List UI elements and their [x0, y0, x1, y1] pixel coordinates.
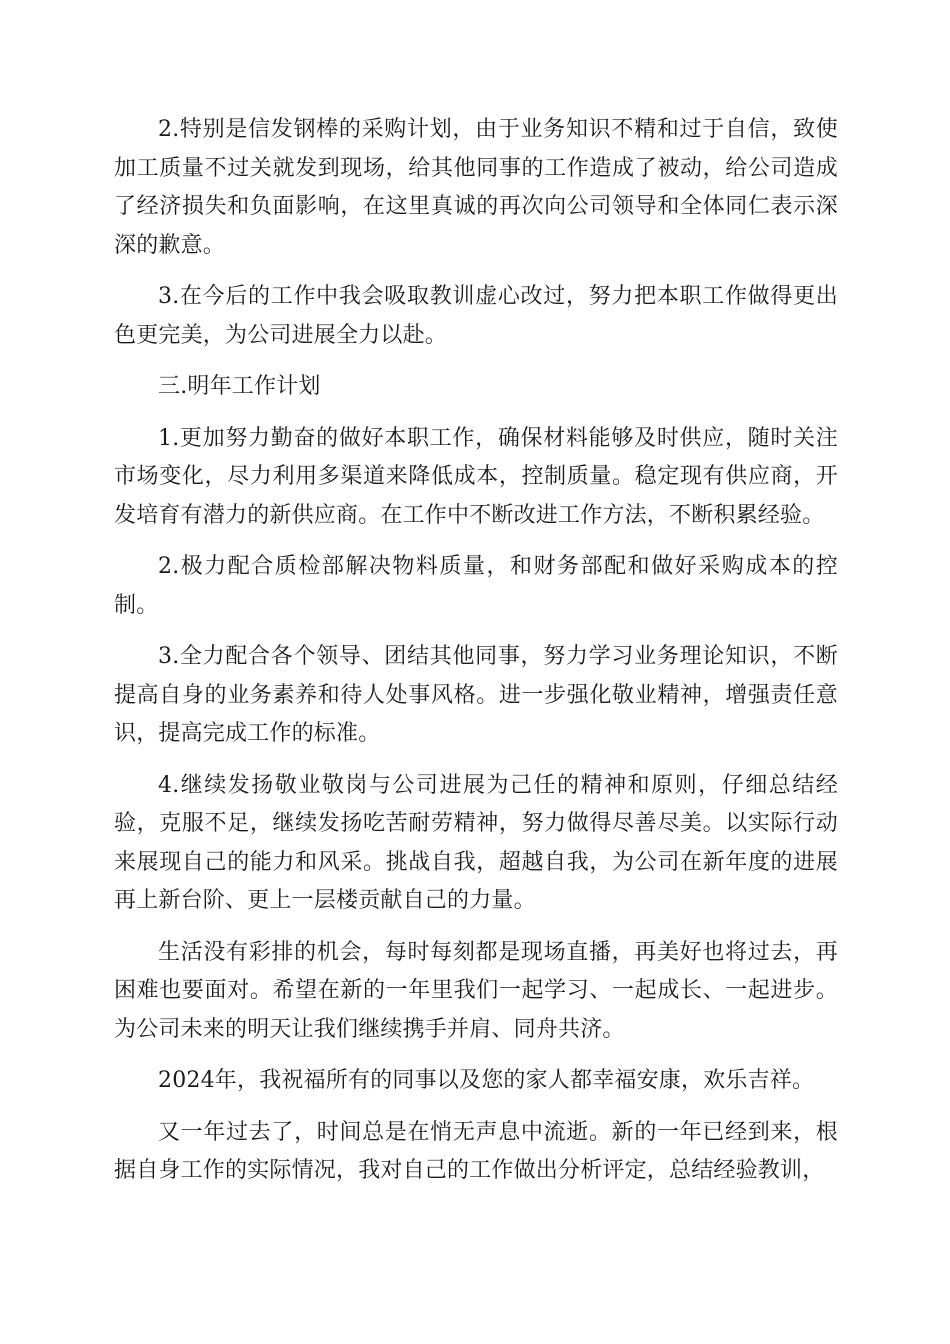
paragraph-point-3-improvement: 3.在今后的工作中我会吸取教训虚心改过，努力把本职工作做得更出色更完美，为公司进展全力以赴。	[114, 284, 838, 348]
paragraph-plan-3: 3.全力配合各个领导、团结其他同事，努力学习业务理论知识，不断提高自身的业务素养和待人处事风格。进一步强化敬业精神，增强责任意识，提高完成工作的标准。	[114, 644, 838, 746]
paragraph-new-year-wishes: 2024年，我祝福所有的同事以及您的家人都幸福安康，欢乐吉祥。	[158, 1068, 815, 1093]
paragraph-plan-1: 1.更加努力勤奋的做好本职工作，确保材料能够及时供应，随时关注市场变化，尽力利用多渠道来降低成本，控制质量。稳定现有供应商，开发培育有潜力的新供应商。在工作中不断改进工作方法，不断积累经验。	[114, 425, 838, 528]
section-heading-next-year-plan: 三.明年工作计划	[158, 374, 321, 399]
paragraph-year-review-intro: 又一年过去了，时间总是在悄无声息中流逝。新的一年已经到来，根据自身工作的实际情况，我对自己的工作做出分析评定，总结经验教训，	[114, 1119, 838, 1183]
document-body	[114, 111, 838, 1204]
paragraph-point-2-apology: 2.特别是信发钢棒的采购计划，由于业务知识不精和过于自信，致使加工质量不过关就发到现场，给其他同事的工作造成了被动，给公司造成了经济损失和负面影响，在这里真诚的再次向公司领导和全体同仁表示深深的歉意。	[114, 117, 838, 258]
paragraph-plan-4: 4.继续发扬敬业敬岗与公司进展为己任的精神和原则，仔细总结经验，克服不足，继续发扬吃苦耐劳精神，努力做得尽善尽美。以实际行动来展现自己的能力和风采。挑战自我，超越自我，为公司在新年度的进展再上新台阶、更上一层楼贡献自己的力量。	[114, 772, 838, 913]
paragraph-life-reflection: 生活没有彩排的机会，每时每刻都是现场直播，再美好也将过去，再困难也要面对。希望在新的一年里我们一起学习、一起成长、一起进步。为公司未来的明天让我们继续携手并肩、同舟共济。	[114, 939, 838, 1042]
paragraph-plan-2: 2.极力配合质检部解决物料质量，和财务部配和做好采购成本的控制。	[114, 554, 838, 618]
